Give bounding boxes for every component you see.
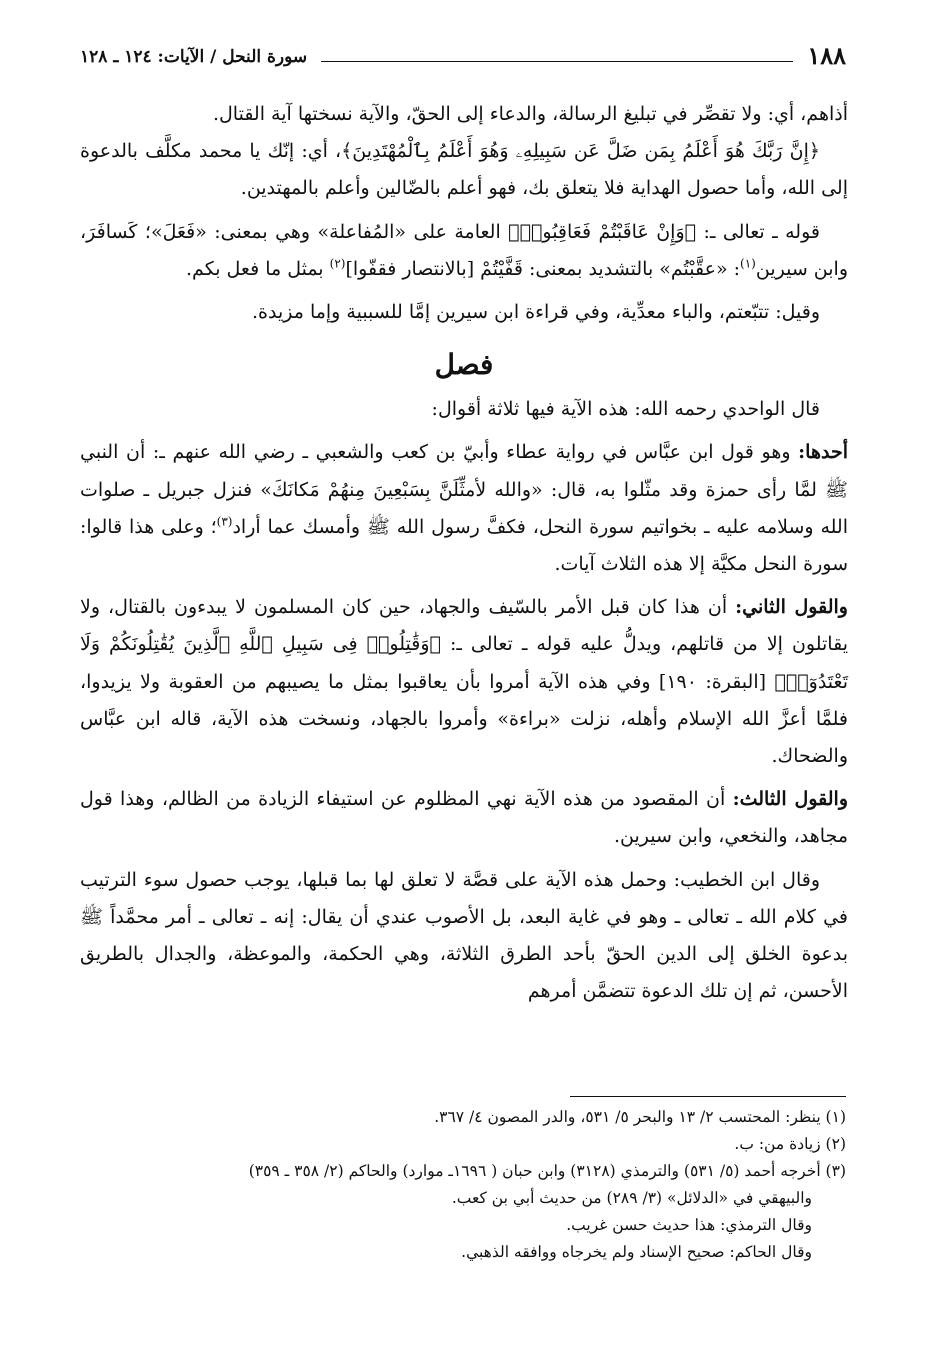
footnote: (٢) زيادة من: ب.	[734, 1135, 846, 1153]
quran-verse: ﴿إِنَّ رَبَّكَ هُوَ أَعْلَمُ بِمَن ضَلَّ عَن سَبِيلِهِۦ وَهُوَ أَعْلَمُ بِٱلْمُهْتَدِينَ﴾	[341, 140, 820, 163]
paragraph: قال الواحدي رحمه الله: هذه الآية فيها ثلاثة أقوال:	[431, 398, 820, 421]
paragraph: وقال ابن الخطيب: وحمل هذه الآية على قصَّة لا تعلق لها بما قبلها، يوجب حصول سوء الترتيب في كلام الله ـ تعالى ـ وهو في غاية البعد، بل الأصوب عندي أن يقال: إنه ـ تعالى ـ أمر محمَّداً ﷺ بدعوة الخلق إلى الدين الحقّ بأحد الطرق الثلاثة، وهي الحكمة، والموعظة، والجدال بالطريق الأحسن، ثم إن تلك الدعوة تتضمَّن أمرهم	[80, 868, 848, 1003]
paragraph: والقول الثاني: أن هذا كان قبل الأمر بالسّيف والجهاد، حين كان المسلمون لا يبدءون بالقتال، ولا يقاتلون إلا من قاتلهم، ويدلُّ عليه قوله ـ تعالى ـ: ﴿وَقَٰتِلُوا۟ فِى سَبِيلِ ٱللَّهِ ٱلَّذِينَ يُقَٰتِلُونَكُمْ وَلَا تَعْتَدُوٓا۟﴾ [البقرة: ١٩٠] وفي هذه الآية أمروا بأن يعاقبوا بمثل ما يصيبهم من العقوبة ولا يزيدوا، فلمَّا أعزَّ الله الإسلام وأهله، نزلت «براءة» وأمروا بالجهاد، ونسخت هذه الآية، قاله ابن عبَّاس والضحاك.	[80, 596, 848, 768]
opinion-label: والقول الثالث:	[732, 788, 849, 811]
footnote-ref: (٢)	[329, 256, 346, 271]
page-number: ١٨٨	[807, 41, 846, 70]
paragraph: أحدها: وهو قول ابن عبَّاس في رواية عطاء وأبيّ بن كعب والشعبي ـ رضي الله عنهم ـ: أن النبي ﷺ لمَّا رأى حمزة وقد مثّلوا به، قال: «والله لأمثِّلَنَّ بِسَبْعِينَ مِنهُمْ مَكانَكَ» فنزل جبريل ـ صلوات الله وسلامه عليه ـ بخواتيم سورة النحل، فكفَّ رسول الله ﷺ وأمسك عما أراد$^{(٣)}$؛ وعلى هذا قالوا: سورة النحل مكيَّة إلا هذه الثلاث آيات.	[80, 441, 848, 576]
paragraph: وقيل: تتبّعتم، والباء معدِّية، وفي قراءة ابن سيرين إمَّا للسببية وإما مزيدة.	[251, 301, 820, 324]
footnote-separator	[570, 1096, 846, 1097]
footnotes	[80, 1104, 846, 1266]
paragraph: والقول الثالث: أن المقصود من هذه الآية نهي المظلوم عن استيفاء الزيادة من الظالم، وهذا قول مجاهد، والنخعي، وابن سيرين.	[80, 788, 849, 848]
main-text	[80, 96, 848, 1010]
footnote: (٣) أخرجه أحمد (٥/ ٥٣١) والترمذي (٣١٢٨) وابن حبان ( ١٦٩٦ـ موارد) والحاكم (٢/ ٣٥٨ ـ ٣٥٩)	[248, 1162, 846, 1180]
footnote-ref: (٣)	[216, 514, 233, 529]
footnote: (١) ينظر: المحتسب ٢/ ١٣ والبحر ٥/ ٥٣١، والدر المصون ٤/ ٣٦٧.	[434, 1108, 846, 1126]
opinion-label: أحدها:	[798, 441, 848, 464]
quran-verse: ﴿وَإِنْ عَاقَبْتُمْ فَعَاقِبُوا۟﴾	[508, 220, 697, 243]
footnote-ref: (١)	[740, 256, 756, 271]
footnote-continuation: وقال الترمذي: هذا حديث حسن غريب.	[566, 1216, 812, 1234]
footnote-continuation: وقال الحاكم: صحيح الإسناد ولم يخرجاه ووافقه الذهبي.	[461, 1243, 812, 1261]
paragraph: قوله ـ تعالى ـ: ﴿وَإِنْ عَاقَبْتُمْ فَعَاقِبُوا۟﴾ العامة على «المُفاعلة» وهي بمعنى: «فَعَلَ»؛ كَسافَرَ، وابن سيرين$^{(١)}$: «عقَّبْتُم» بالتشديد بمعنى: قَفَّيْتُمْ [بالانتصار فقفّوا]$^{(٢)}$ بمثل ما فعل بكم.	[80, 220, 848, 280]
running-header	[80, 38, 846, 68]
quran-verse: ﴿وَقَٰتِلُوا۟ فِى سَبِيلِ ٱللَّهِ ٱلَّذِينَ يُقَٰتِلُونَكُمْ وَلَا تَعْتَدُوٓا۟﴾	[80, 633, 848, 693]
opinion-label: والقول الثاني:	[735, 596, 848, 619]
header-rule	[321, 61, 793, 62]
section-heading: فصل	[434, 348, 494, 382]
footnote-continuation: والبيهقي في «الدلائل» (٣/ ٢٨٩) من حديث أبي بن كعب.	[451, 1189, 812, 1207]
paragraph: أذاهم، أي: ولا تقصِّر في تبليغ الرسالة، والدعاء إلى الحقّ، والآية نسختها آية القتال.	[212, 103, 848, 125]
running-title: سورة النحل / الآيات: ١٢٤ ـ ١٢٨	[80, 47, 308, 67]
paragraph: ﴿إِنَّ رَبَّكَ هُوَ أَعْلَمُ بِمَن ضَلَّ عَن سَبِيلِهِۦ وَهُوَ أَعْلَمُ بِٱلْمُهْتَدِينَ﴾، أي: إنّك يا محمد مكلَّف بالدعوة إلى الله، وأما حصول الهداية فلا يتعلق بك، فهو أعلم بالضّالين وأعلم بالمهتدين.	[80, 140, 848, 200]
